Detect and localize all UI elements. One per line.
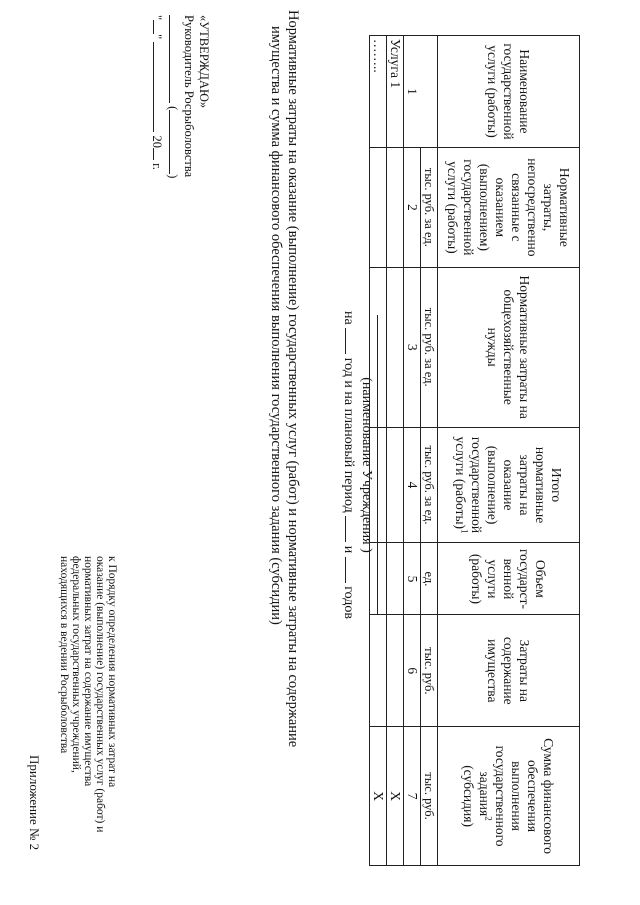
title-line-1: Нормативные затраты на оказание (выполнение) государственных услуг (работ) и нормативные затраты на содержание xyxy=(285,10,301,748)
header-volume: Объем государст-венной услуги (работы) xyxy=(438,543,580,615)
order-note-line: к Порядку определения нормативных затрат на xyxy=(106,556,118,788)
column-number: 4 xyxy=(404,427,421,543)
unit-cell: тыс. руб. xyxy=(421,727,438,866)
header-subsidy: Сумма финансового обеспечения выполнения государственного задания$^2$ (субсидия) xyxy=(438,727,580,866)
column-number: 2 xyxy=(404,147,421,267)
order-note-line: федеральных государственных учреждений, xyxy=(70,556,82,773)
column-number: 3 xyxy=(404,267,421,427)
appendix-number: Приложение № 2 xyxy=(27,755,42,851)
column-number: 5 xyxy=(404,543,421,615)
header-total-costs: Итого нормативные затраты на оказание (выполнение) государственной услуги (работы)$^1$ xyxy=(438,427,580,543)
table-cell xyxy=(387,267,404,427)
cost-table xyxy=(369,35,580,866)
units-empty-cell xyxy=(404,36,438,148)
document-title xyxy=(267,10,301,890)
table-cell xyxy=(387,427,404,543)
table-column-numbers-row xyxy=(404,36,421,866)
title-line-2: имущества и сумма финансового обеспечения выполнения государственного задания (субсидии) xyxy=(268,26,284,625)
header-property-costs: Затраты на содержание имущества xyxy=(438,615,580,727)
date-line: "" 20 г. xyxy=(150,15,164,170)
order-reference-note xyxy=(58,556,118,886)
approved-stamp: «УТВЕРЖДАЮ» xyxy=(197,15,211,109)
subsidy-cell: Х xyxy=(387,727,404,866)
service-name-cell: …….. xyxy=(370,36,387,148)
column-number: 6 xyxy=(404,615,421,727)
column-number: 7 xyxy=(404,727,421,866)
month-blank xyxy=(153,42,165,132)
planning-period: на год и на плановый период и годов xyxy=(341,311,356,619)
table-header-row xyxy=(438,36,580,866)
table-cell xyxy=(387,615,404,727)
table-row xyxy=(387,36,404,866)
subsidy-cell: Х xyxy=(370,727,387,866)
institution-caption: (наименование Учреждения ) xyxy=(359,377,374,553)
name-blank xyxy=(169,110,181,174)
table-cell xyxy=(370,427,387,543)
header-service-name: Наименование государственной услуги (работы) xyxy=(438,36,580,148)
approver-title: Руководитель Росрыболовства xyxy=(182,15,196,178)
unit-cell: тыс. руб. за ед. xyxy=(421,427,438,543)
table-cell xyxy=(387,543,404,615)
table-cell xyxy=(370,267,387,427)
unit-cell: ед. xyxy=(421,543,438,615)
approval-block xyxy=(149,15,211,178)
order-note-line: находящихся в ведении Росрыболовства xyxy=(58,556,70,754)
table-cell xyxy=(370,615,387,727)
table-cell xyxy=(370,147,387,267)
signature-line: () xyxy=(165,15,181,178)
signature-blank xyxy=(169,15,181,103)
order-note-line: оказание (выполнение) государственных услуг (работ) и xyxy=(94,556,106,833)
table-cell xyxy=(387,147,404,267)
table-units-row xyxy=(421,36,438,866)
header-overhead-costs: Нормативные затраты на общехозяйственные нужды xyxy=(438,267,580,427)
unit-cell: тыс. руб. за ед. xyxy=(421,147,438,267)
column-number: 1 xyxy=(405,88,419,95)
table-row xyxy=(370,36,387,866)
header-direct-costs: Нормативные затраты, непосредственно связанные с оказанием (выполнением) государственной услуги (работы) xyxy=(438,147,580,267)
unit-cell: тыс. руб. xyxy=(421,615,438,727)
unit-cell: тыс. руб. за ед. xyxy=(421,267,438,427)
day-blank xyxy=(153,20,165,34)
table-cell xyxy=(370,543,387,615)
order-note-line: нормативных затрат на содержание имущества xyxy=(82,556,94,787)
year-blank xyxy=(153,148,165,160)
service-name-cell: Услуга 1 xyxy=(387,36,404,148)
